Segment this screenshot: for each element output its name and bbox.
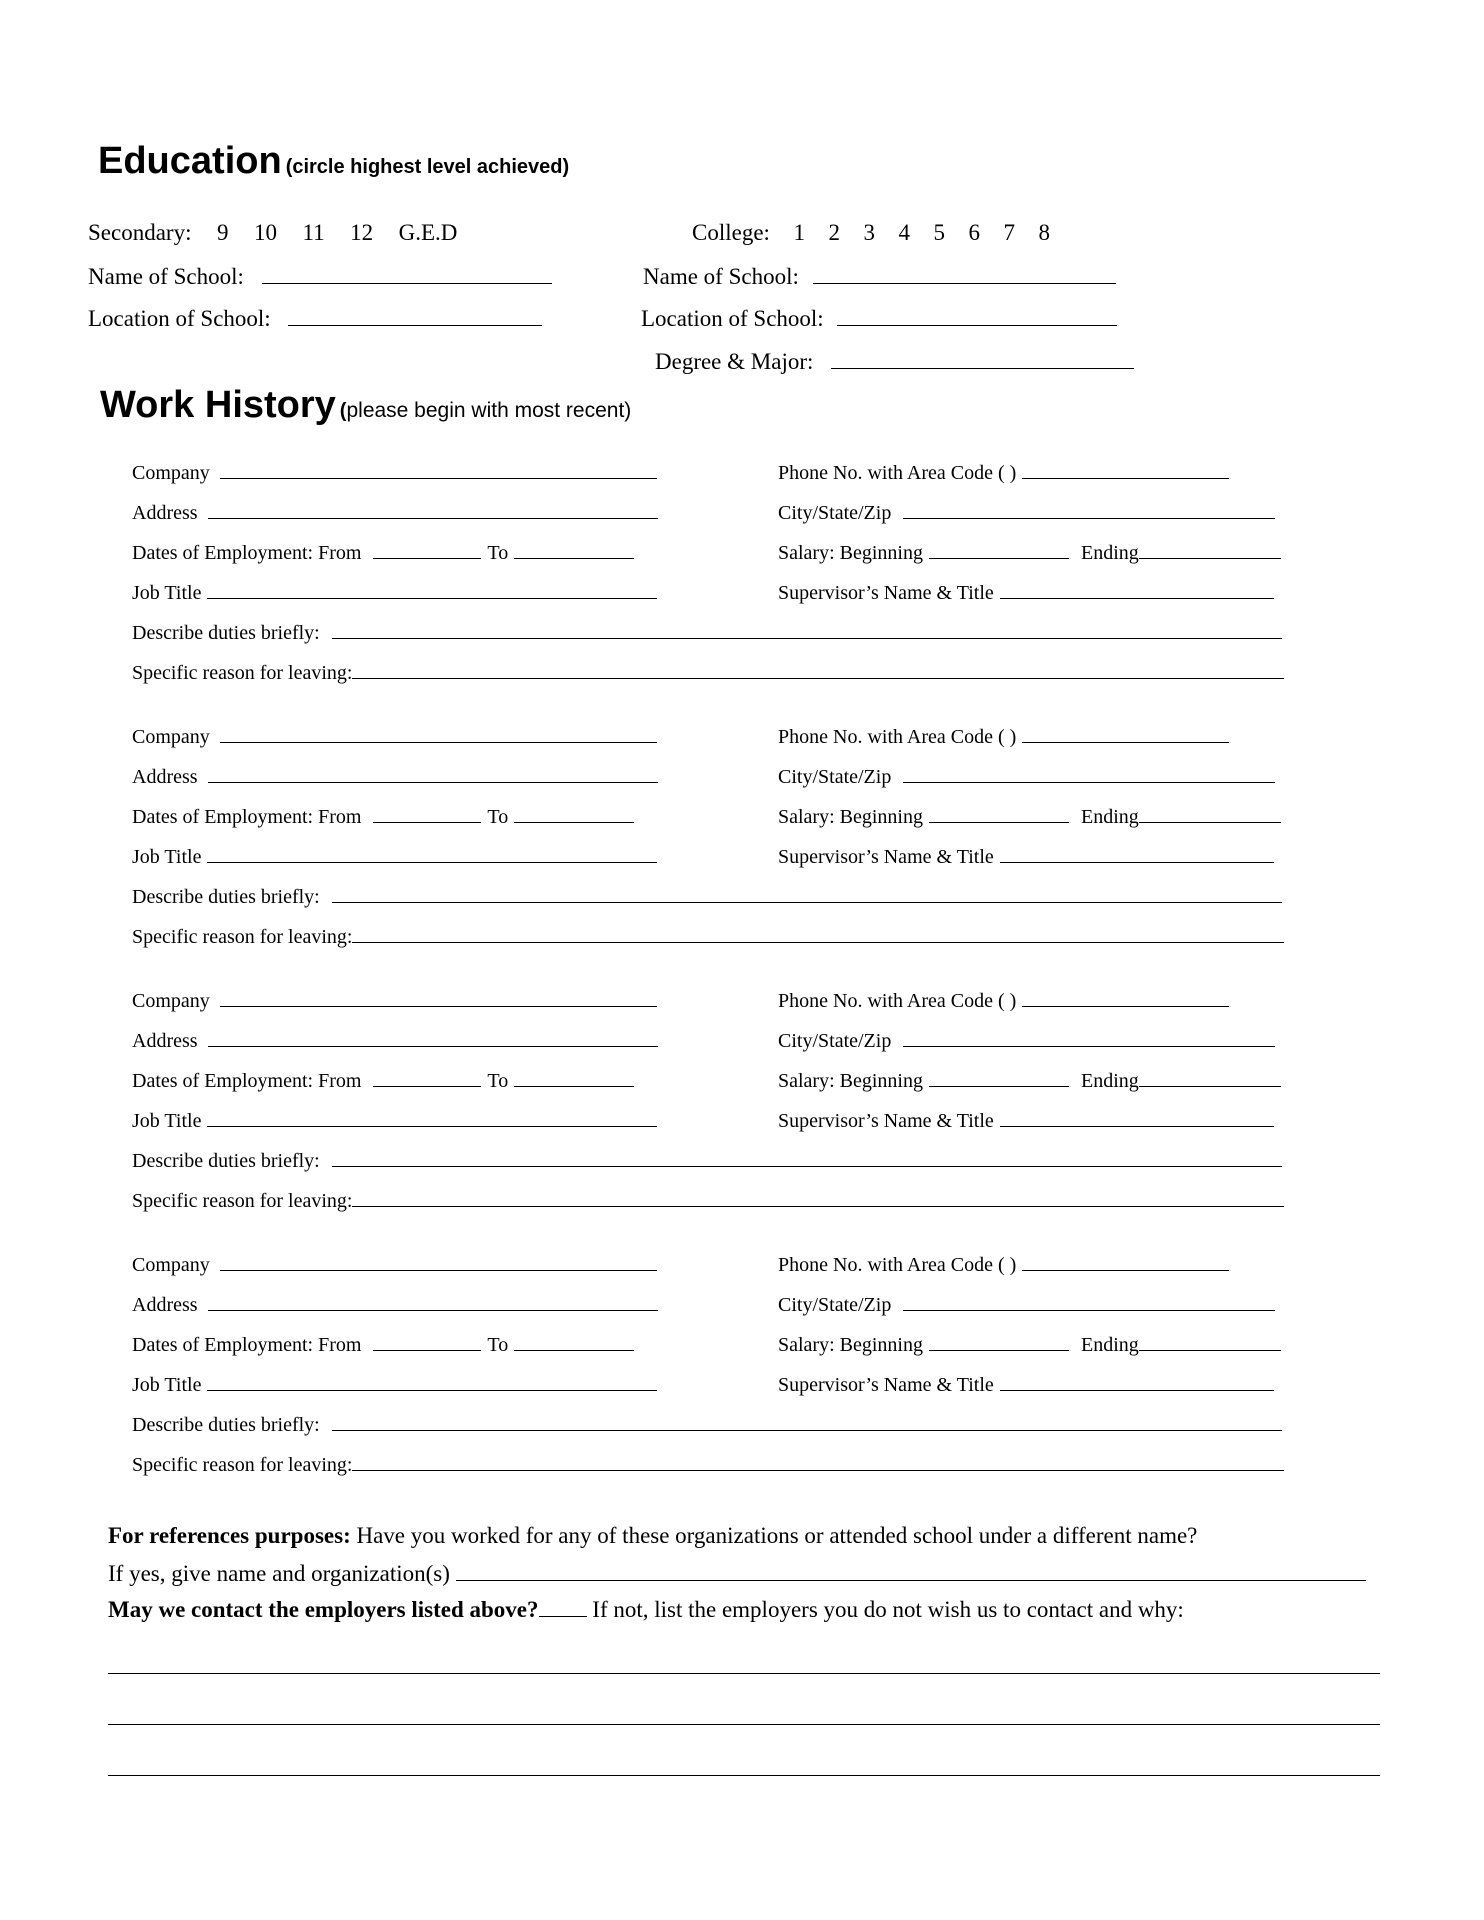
salary-beginning-field[interactable] <box>929 804 1069 823</box>
city-state-zip-field[interactable] <box>903 1028 1275 1047</box>
work-history-subtitle: please begin with most recent) <box>346 399 632 422</box>
contact-employers-row <box>108 1596 1184 1623</box>
job-title-label: Job Title <box>132 1374 202 1396</box>
other-name-row <box>108 1560 1366 1587</box>
college-level-option[interactable]: 2 <box>828 220 840 245</box>
company-field[interactable] <box>220 988 657 1007</box>
city-state-zip-field[interactable] <box>903 764 1275 783</box>
salary-beginning-label: Salary: Beginning <box>778 1334 923 1356</box>
supervisor-field[interactable] <box>1000 1372 1274 1391</box>
phone-label: Phone No. with Area Code ( ) <box>778 462 1017 484</box>
contact-employers-instruction: If not, list the employers you do not wish us to contact and why: <box>586 1597 1184 1622</box>
reason-field[interactable] <box>352 924 1284 943</box>
college-school-name-label: Name of School: <box>643 264 799 289</box>
contact-employers-question: May we contact the employers listed above? <box>108 1597 539 1622</box>
education-title: Education <box>98 140 282 182</box>
dates-to-field[interactable] <box>514 804 634 823</box>
dates-to-label: To <box>487 1334 509 1356</box>
dates-from-label: Dates of Employment: From <box>132 806 362 828</box>
references-question-text: Have you worked for any of these organizations or attended school under a different name? <box>350 1523 1198 1548</box>
secondary-label: Secondary: <box>88 220 192 245</box>
salary-ending-field[interactable] <box>1139 804 1281 823</box>
address-field[interactable] <box>208 1292 658 1311</box>
secondary-level-option[interactable]: 12 <box>350 220 374 245</box>
supervisor-field[interactable] <box>1000 844 1274 863</box>
job-title-field[interactable] <box>207 1372 657 1391</box>
reason-field[interactable] <box>352 660 1284 679</box>
college-level-option[interactable]: 1 <box>793 220 805 245</box>
supervisor-label: Supervisor’s Name & Title <box>778 1374 994 1396</box>
job-title-label: Job Title <box>132 582 202 604</box>
reason-field[interactable] <box>352 1188 1284 1207</box>
salary-ending-label: Ending <box>1080 542 1139 564</box>
job-title-field[interactable] <box>207 1108 657 1127</box>
duties-field[interactable] <box>332 1148 1282 1167</box>
other-name-label: If yes, give name and organization(s) <box>108 1561 450 1586</box>
college-level-option[interactable]: 5 <box>933 220 945 245</box>
references-question-row <box>108 1523 1197 1549</box>
address-label: Address <box>132 502 198 524</box>
contact-employers-answer-field[interactable] <box>539 1596 587 1617</box>
company-field[interactable] <box>220 1252 657 1271</box>
college-school-location-field[interactable] <box>837 305 1117 326</box>
dates-to-label: To <box>487 542 509 564</box>
salary-beginning-label: Salary: Beginning <box>778 806 923 828</box>
supervisor-label: Supervisor’s Name & Title <box>778 582 994 604</box>
city-state-zip-label: City/State/Zip <box>778 1294 892 1316</box>
dates-from-label: Dates of Employment: From <box>132 1070 362 1092</box>
city-state-zip-field[interactable] <box>903 500 1275 519</box>
salary-beginning-label: Salary: Beginning <box>778 1070 923 1092</box>
secondary-school-name-label: Name of School: <box>88 264 244 289</box>
salary-ending-field[interactable] <box>1139 1068 1281 1087</box>
duties-label: Describe duties briefly: <box>132 1150 320 1172</box>
salary-ending-label: Ending <box>1080 806 1139 828</box>
dates-to-label: To <box>487 1070 509 1092</box>
secondary-school-location-label: Location of School: <box>88 306 271 331</box>
address-field[interactable] <box>208 764 658 783</box>
dates-to-label: To <box>487 806 509 828</box>
college-levels-row <box>692 220 1050 246</box>
job-title-label: Job Title <box>132 1110 202 1132</box>
secondary-school-name-field[interactable] <box>262 263 552 284</box>
college-school-name-field[interactable] <box>813 263 1116 284</box>
college-level-option[interactable]: 8 <box>1038 220 1050 245</box>
salary-beginning-field[interactable] <box>929 1068 1069 1087</box>
degree-major-label: Degree & Major: <box>655 349 814 374</box>
duties-field[interactable] <box>332 1412 1282 1431</box>
address-label: Address <box>132 1294 198 1316</box>
secondary-level-option[interactable]: 11 <box>302 220 325 245</box>
duties-label: Describe duties briefly: <box>132 622 320 644</box>
phone-field[interactable] <box>1022 988 1229 1007</box>
duties-field[interactable] <box>332 884 1282 903</box>
degree-major-field[interactable] <box>831 348 1134 369</box>
company-label: Company <box>132 1254 210 1276</box>
college-level-option[interactable]: 4 <box>898 220 910 245</box>
reason-field[interactable] <box>352 1452 1284 1471</box>
salary-beginning-label: Salary: Beginning <box>778 542 923 564</box>
work-history-heading <box>100 384 631 427</box>
company-field[interactable] <box>220 460 657 479</box>
education-heading <box>98 140 569 183</box>
salary-ending-field[interactable] <box>1139 540 1281 559</box>
salary-ending-field[interactable] <box>1139 1332 1281 1351</box>
supervisor-label: Supervisor’s Name & Title <box>778 846 994 868</box>
secondary-school-name-row <box>88 263 552 290</box>
phone-field[interactable] <box>1022 460 1229 479</box>
explanation-line-3[interactable] <box>108 1775 1380 1776</box>
secondary-level-option[interactable]: 9 <box>216 220 229 245</box>
phone-label: Phone No. with Area Code ( ) <box>778 990 1017 1012</box>
other-name-field[interactable] <box>456 1560 1366 1581</box>
salary-beginning-field[interactable] <box>929 1332 1069 1351</box>
work-history-subtitle-paren: ( <box>339 400 347 422</box>
phone-label: Phone No. with Area Code ( ) <box>778 1254 1017 1276</box>
secondary-school-location-field[interactable] <box>288 305 542 326</box>
dates-from-label: Dates of Employment: From <box>132 542 362 564</box>
address-field[interactable] <box>208 1028 658 1047</box>
explanation-line-1[interactable] <box>108 1673 1380 1674</box>
job-title-field[interactable] <box>207 844 657 863</box>
education-subtitle: (circle highest level achieved) <box>285 156 570 178</box>
dates-to-field[interactable] <box>514 540 634 559</box>
salary-beginning-field[interactable] <box>929 540 1069 559</box>
secondary-level-option[interactable]: 10 <box>253 220 277 245</box>
city-state-zip-label: City/State/Zip <box>778 1030 892 1052</box>
dates-to-field[interactable] <box>514 1068 634 1087</box>
college-school-location-row <box>641 305 1117 332</box>
address-label: Address <box>132 766 198 788</box>
college-school-name-row <box>643 263 1116 290</box>
supervisor-field[interactable] <box>1000 580 1274 599</box>
duties-field[interactable] <box>332 620 1282 639</box>
phone-field[interactable] <box>1022 1252 1229 1271</box>
college-level-option[interactable]: 3 <box>863 220 875 245</box>
college-level-option[interactable]: 6 <box>968 220 980 245</box>
reason-label: Specific reason for leaving: <box>132 1454 353 1476</box>
address-label: Address <box>132 1030 198 1052</box>
degree-major-row <box>655 348 1134 375</box>
duties-label: Describe duties briefly: <box>132 886 320 908</box>
job-entry-4 <box>0 1252 1484 1492</box>
company-field[interactable] <box>220 724 657 743</box>
college-label: College: <box>692 220 770 245</box>
phone-label: Phone No. with Area Code ( ) <box>778 726 1017 748</box>
company-label: Company <box>132 462 210 484</box>
job-entry-1 <box>0 460 1484 700</box>
supervisor-field[interactable] <box>1000 1108 1274 1127</box>
city-state-zip-label: City/State/Zip <box>778 502 892 524</box>
college-level-option[interactable]: 7 <box>1003 220 1015 245</box>
dates-from-field[interactable] <box>373 1332 481 1351</box>
duties-label: Describe duties briefly: <box>132 1414 320 1436</box>
secondary-levels-row <box>88 220 457 246</box>
salary-ending-label: Ending <box>1080 1334 1139 1356</box>
company-label: Company <box>132 726 210 748</box>
job-entry-2 <box>0 724 1484 964</box>
college-school-location-label: Location of School: <box>641 306 824 331</box>
explanation-line-2[interactable] <box>108 1724 1380 1725</box>
dates-from-field[interactable] <box>373 804 481 823</box>
reason-label: Specific reason for leaving: <box>132 1190 353 1212</box>
city-state-zip-label: City/State/Zip <box>778 766 892 788</box>
company-label: Company <box>132 990 210 1012</box>
secondary-school-location-row <box>88 305 542 332</box>
salary-ending-label: Ending <box>1080 1070 1139 1092</box>
references-purposes-label: For references purposes: <box>108 1523 351 1548</box>
supervisor-label: Supervisor’s Name & Title <box>778 1110 994 1132</box>
job-title-field[interactable] <box>207 580 657 599</box>
reason-label: Specific reason for leaving: <box>132 926 353 948</box>
address-field[interactable] <box>208 500 658 519</box>
job-entry-3 <box>0 988 1484 1228</box>
phone-field[interactable] <box>1022 724 1229 743</box>
reason-label: Specific reason for leaving: <box>132 662 353 684</box>
job-title-label: Job Title <box>132 846 202 868</box>
dates-to-field[interactable] <box>514 1332 634 1351</box>
dates-from-field[interactable] <box>373 540 481 559</box>
secondary-level-option[interactable]: G.E.D <box>398 220 458 245</box>
dates-from-label: Dates of Employment: From <box>132 1334 362 1356</box>
city-state-zip-field[interactable] <box>903 1292 1275 1311</box>
dates-from-field[interactable] <box>373 1068 481 1087</box>
work-history-title: Work History <box>100 384 336 426</box>
